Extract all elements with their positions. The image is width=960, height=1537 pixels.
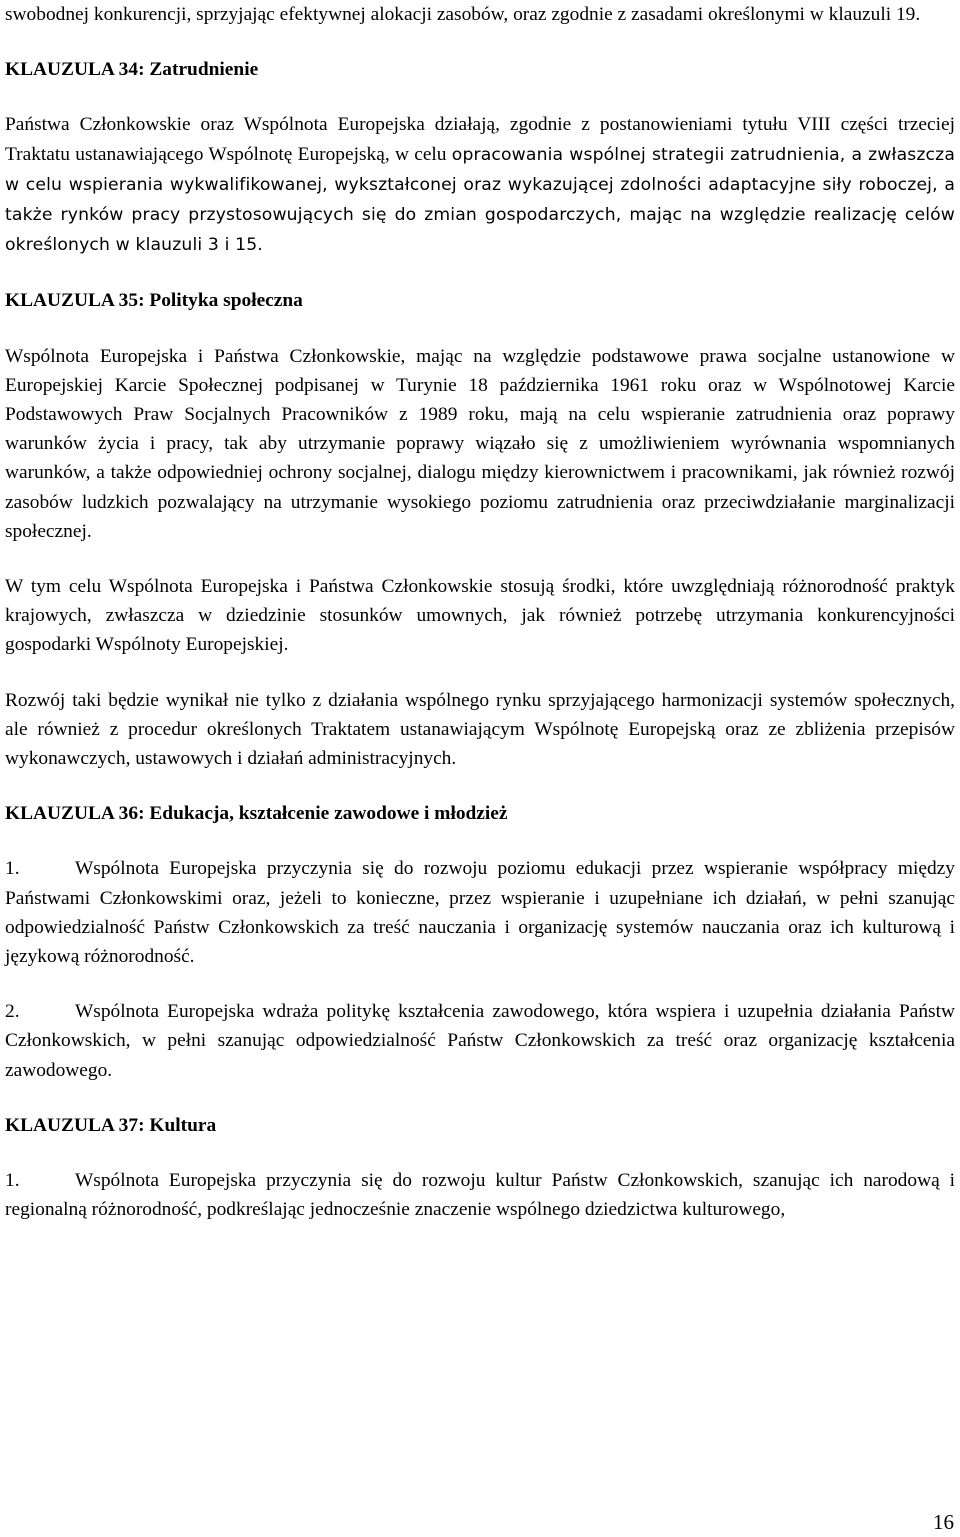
clause-36-item-1-text: Wspólnota Europejska przyczynia się do rozwoju poziomu edukacji przez wspieranie współpracy między Państwami Członkowskimi oraz, jeżeli to konieczne, przez wspieranie i uzupełniane ich działań, w pełni szanując odpowiedzialność Państw Członkowskich za treść nauczania i organizację systemów nauczania oraz ich kulturową i językową różnorodność.: [5, 858, 955, 968]
intro-continuation-paragraph: swobodnej konkurencji, sprzyjając efektywnej alokacji zasobów, oraz zgodnie z zasadami określonymi w klauzuli 19.: [5, 4, 921, 25]
clause-35-paragraph-3: Rozwój taki będzie wynikał nie tylko z działania wspólnego rynku sprzyjającego harmonizacji systemów społecznych, ale również z procedur określonych Traktatem ustanawiającym Wspólnotę Europejską oraz ze zbliżenia przepisów wykonawczych, ustawowych i działań administracyjnych.: [5, 689, 955, 770]
clause-36-item-1: [5, 854, 955, 971]
clause-36-item-2: [5, 997, 955, 1085]
clause-37-heading: KLAUZULA 37: Kultura: [5, 1114, 217, 1136]
clause-37-item-1: [5, 1166, 955, 1224]
document-page: [5, 0, 955, 1225]
clause-35-paragraph-1: Wspólnota Europejska i Państwa Członkowskie, mając na względzie podstawowe prawa socjalne ustanowione w Europejskiej Karcie Społecznej podpisanej w Turynie 18 października 1961 roku oraz w Wspólnotowej Karcie Podstawowych Praw Socjalnych Pracowników z 1989 roku, mają na celu wspieranie zatrudnienia oraz poprawy warunków życia i pracy, tak aby utrzymanie poprawy wiązało się z umożliwieniem wyrównania wspomnianych warunków, a także odpowiedniej ochrony socjalnej, dialogu między kierownictwem i pracownikami, jak również rozwój zasobów ludzkich pozwalający na utrzymanie wysokiego poziomu zatrudnienia oraz przeciwdziałanie marginalizacji społecznej.: [5, 345, 955, 542]
clause-36-item-2-number: 2.: [5, 1001, 20, 1023]
clause-37-item-1-text: Wspólnota Europejska przyczynia się do rozwoju kultur Państw Członkowskich, szanując ich narodową i regionalną różnorodność, podkreślając jednocześnie znaczenie wspólnego dziedzictwa kulturowego,: [5, 1170, 955, 1221]
page-number: 16: [933, 1510, 954, 1534]
clause-34-paragraph: [5, 110, 955, 260]
clause-35-heading: KLAUZULA 35: Polityka społeczna: [5, 290, 303, 312]
clause-36-item-2-text: Wspólnota Europejska wdraża politykę kształcenia zawodowego, która wspiera i uzupełnia działania Państw Członkowskich, w pełni szanując odpowiedzialność Państw Członkowskich za treść oraz organizację kształcenia zawodowego.: [5, 1001, 955, 1081]
clause-37-item-1-number: 1.: [5, 1170, 20, 1192]
clause-34-paragraph-serif-part: Państwa Członkowskie oraz Wspólnota Europejska działają, zgodnie z postanowieniami tytułu VIII części trzeciej Traktatu ustanawiającego Wspólnotę Europejską, w celu: [5, 114, 955, 165]
clause-36-item-1-number: 1.: [5, 858, 20, 880]
clause-35-paragraph-2: W tym celu Wspólnota Europejska i Państwa Członkowskie stosują środki, które uwzględniają różnorodność praktyk krajowych, zwłaszcza w dziedzinie stosunków umownych, jak również potrzebę utrzymania konkurencyjności gospodarki Wspólnoty Europejskiej.: [5, 576, 955, 656]
clause-34-heading: KLAUZULA 34: Zatrudnienie: [5, 59, 259, 81]
clause-34-paragraph-sans-part: opracowania wspólnej strategii zatrudnienia, a zwłaszcza w celu wspierania wykwalifikowanej, wykształconej oraz wykazującej zdolności adaptacyjne siły roboczej, a także rynków pracy przystosowujących się do zmian gospodarczych, mając na względzie realizację celów określonych w klauzuli 3 i 15.: [5, 144, 955, 256]
clause-36-heading: KLAUZULA 36: Edukacja, kształcenie zawodowe i młodzież: [5, 803, 508, 825]
